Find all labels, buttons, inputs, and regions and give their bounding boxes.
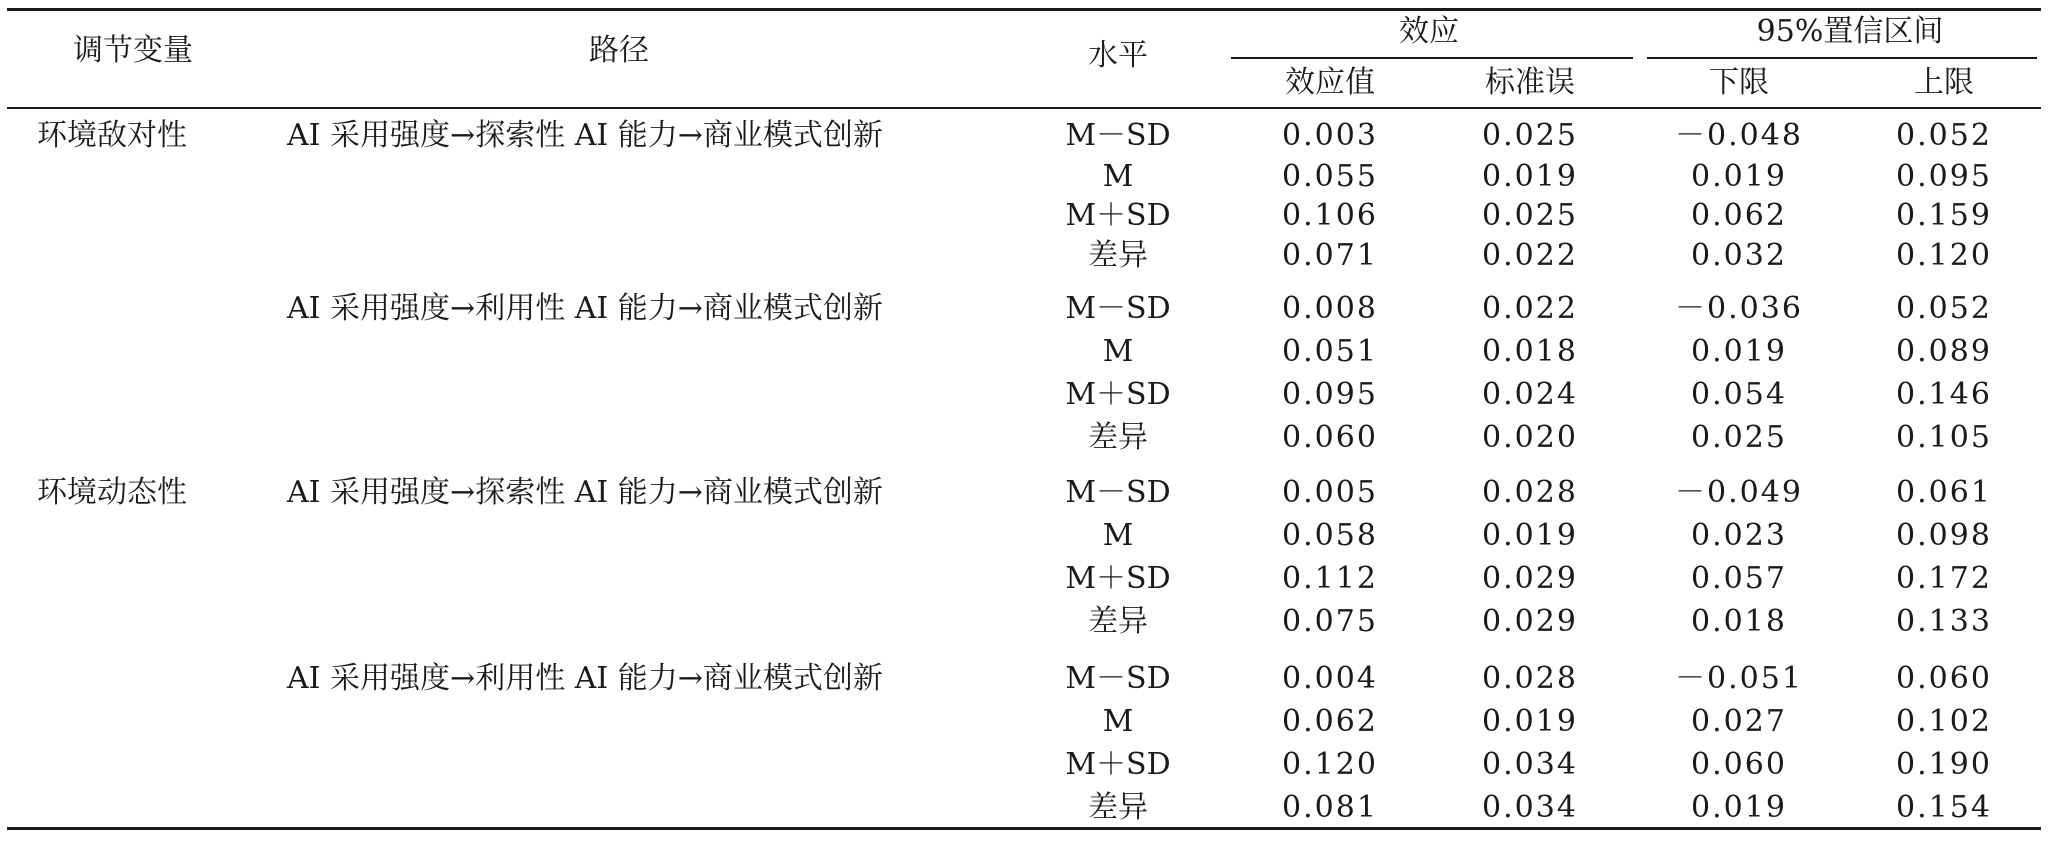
se-cell: 0.020: [1482, 420, 1578, 455]
upper-cell: 0.052: [1896, 291, 1992, 326]
upper-cell: 0.098: [1896, 518, 1992, 553]
lower-cell: －0.036: [1675, 291, 1803, 326]
effect-cell: 0.120: [1282, 747, 1378, 782]
path-cell: AI 采用强度→探索性 AI 能力→商业模式创新: [287, 118, 883, 153]
ci-group-rule: [1647, 57, 2037, 59]
upper-cell: 0.061: [1896, 475, 1992, 510]
effect-cell: 0.095: [1282, 377, 1378, 412]
level-cell: 差异: [1088, 238, 1148, 273]
se-cell: 0.029: [1482, 604, 1578, 639]
level-cell: 差异: [1088, 420, 1148, 455]
effect-cell: 0.058: [1282, 518, 1378, 553]
lower-cell: 0.023: [1691, 518, 1787, 553]
effect-cell: 0.003: [1282, 118, 1378, 153]
se-cell: 0.022: [1482, 238, 1578, 273]
effect-cell: 0.051: [1282, 334, 1378, 369]
se-cell: 0.034: [1482, 747, 1578, 782]
effect-cell: 0.075: [1282, 604, 1378, 639]
header-bottom-rule: [7, 107, 2041, 109]
level-cell: M: [1102, 159, 1134, 194]
level-cell: M－SD: [1065, 118, 1171, 153]
level-cell: M: [1102, 704, 1134, 739]
level-cell: 差异: [1088, 790, 1148, 825]
effect-cell: 0.060: [1282, 420, 1378, 455]
table-bottom-rule: [7, 827, 2041, 830]
level-cell: M: [1102, 334, 1134, 369]
header-std-error: 标准误: [1485, 65, 1575, 100]
level-cell: M＋SD: [1065, 561, 1171, 596]
lower-cell: 0.019: [1691, 159, 1787, 194]
header-moderator: 调节变量: [73, 33, 193, 68]
se-cell: 0.019: [1482, 159, 1578, 194]
upper-cell: 0.060: [1896, 661, 1992, 696]
header-level: 水平: [1088, 38, 1148, 73]
moderator-cell: 环境动态性: [37, 475, 187, 510]
upper-cell: 0.146: [1896, 377, 1992, 412]
se-cell: 0.018: [1482, 334, 1578, 369]
lower-cell: －0.049: [1675, 475, 1803, 510]
se-cell: 0.029: [1482, 561, 1578, 596]
se-cell: 0.019: [1482, 704, 1578, 739]
path-cell: AI 采用强度→利用性 AI 能力→商业模式创新: [287, 291, 883, 326]
upper-cell: 0.102: [1896, 704, 1992, 739]
effect-cell: 0.106: [1282, 198, 1378, 233]
header-effect-value: 效应值: [1285, 65, 1375, 100]
level-cell: M－SD: [1065, 475, 1171, 510]
table-top-rule: [7, 8, 2041, 11]
lower-cell: 0.019: [1691, 334, 1787, 369]
level-cell: 差异: [1088, 604, 1148, 639]
lower-cell: 0.032: [1691, 238, 1787, 273]
lower-cell: 0.027: [1691, 704, 1787, 739]
upper-cell: 0.052: [1896, 118, 1992, 153]
upper-cell: 0.190: [1896, 747, 1992, 782]
lower-cell: 0.062: [1691, 198, 1787, 233]
lower-cell: 0.060: [1691, 747, 1787, 782]
effect-cell: 0.008: [1282, 291, 1378, 326]
se-cell: 0.024: [1482, 377, 1578, 412]
path-cell: AI 采用强度→探索性 AI 能力→商业模式创新: [287, 475, 883, 510]
lower-cell: －0.048: [1675, 118, 1803, 153]
se-cell: 0.022: [1482, 291, 1578, 326]
effect-cell: 0.004: [1282, 661, 1378, 696]
moderator-cell: 环境敌对性: [37, 118, 187, 153]
upper-cell: 0.159: [1896, 198, 1992, 233]
se-cell: 0.025: [1482, 118, 1578, 153]
header-effect-group: 效应: [1399, 14, 1459, 49]
upper-cell: 0.089: [1896, 334, 1992, 369]
lower-cell: 0.018: [1691, 604, 1787, 639]
se-cell: 0.034: [1482, 790, 1578, 825]
effect-group-rule: [1231, 57, 1633, 59]
header-lower: 下限: [1709, 65, 1769, 100]
upper-cell: 0.105: [1896, 420, 1992, 455]
upper-cell: 0.154: [1896, 790, 1992, 825]
se-cell: 0.019: [1482, 518, 1578, 553]
se-cell: 0.025: [1482, 198, 1578, 233]
level-cell: M＋SD: [1065, 377, 1171, 412]
effect-cell: 0.005: [1282, 475, 1378, 510]
effect-cell: 0.055: [1282, 159, 1378, 194]
lower-cell: 0.019: [1691, 790, 1787, 825]
se-cell: 0.028: [1482, 661, 1578, 696]
level-cell: M: [1102, 518, 1134, 553]
header-path: 路径: [589, 33, 649, 68]
lower-cell: 0.054: [1691, 377, 1787, 412]
upper-cell: 0.095: [1896, 159, 1992, 194]
effect-cell: 0.112: [1282, 561, 1378, 596]
lower-cell: 0.057: [1691, 561, 1787, 596]
upper-cell: 0.133: [1896, 604, 1992, 639]
effect-cell: 0.062: [1282, 704, 1378, 739]
level-cell: M－SD: [1065, 661, 1171, 696]
se-cell: 0.028: [1482, 475, 1578, 510]
upper-cell: 0.172: [1896, 561, 1992, 596]
path-cell: AI 采用强度→利用性 AI 能力→商业模式创新: [287, 661, 883, 696]
lower-cell: 0.025: [1691, 420, 1787, 455]
upper-cell: 0.120: [1896, 238, 1992, 273]
level-cell: M－SD: [1065, 291, 1171, 326]
header-upper: 上限: [1914, 65, 1974, 100]
effect-cell: 0.081: [1282, 790, 1378, 825]
effect-cell: 0.071: [1282, 238, 1378, 273]
lower-cell: －0.051: [1675, 661, 1803, 696]
header-ci-group: 95%置信区间: [1756, 14, 1944, 49]
level-cell: M＋SD: [1065, 747, 1171, 782]
level-cell: M＋SD: [1065, 198, 1171, 233]
